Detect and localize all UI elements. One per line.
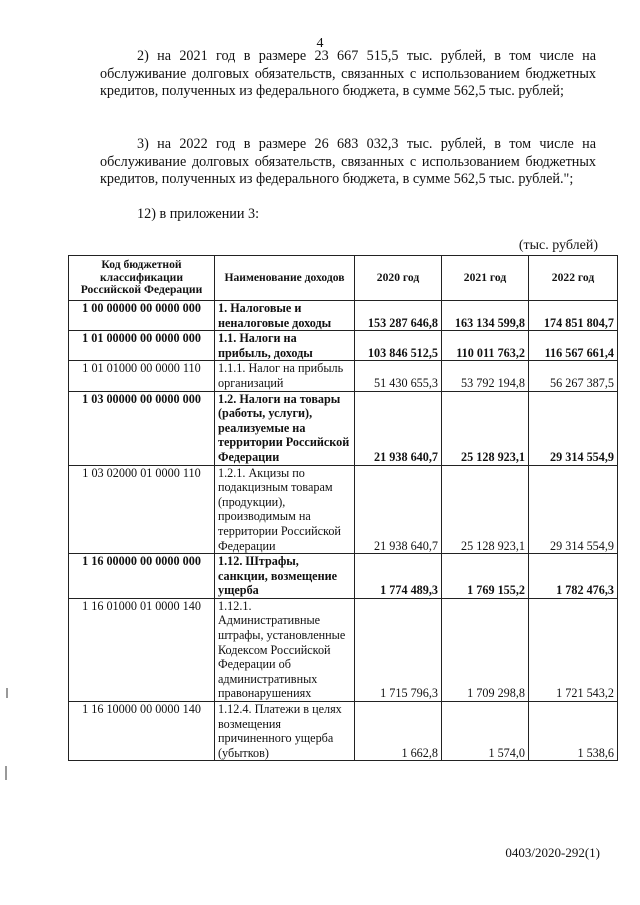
document-number: 0403/2020-292(1) bbox=[505, 845, 600, 860]
paragraph-appendix-3: 12) в приложении 3: bbox=[137, 206, 260, 222]
paragraph-2021: 2) на 2021 год в размере 23 667 515,5 тыс. рублей, в том числе на обслуживание долговых обязательств, связанных с использованием бюджетных кредитов, полученных из федерального бюджета, в сумме 562,5 тыс. рублей; bbox=[100, 48, 596, 100]
name-cell: 1.1. Налоги на прибыль, доходы bbox=[215, 331, 355, 361]
value-2022-cell: 1 721 543,2 bbox=[529, 598, 618, 701]
value-2022-cell: 1 538,6 bbox=[529, 702, 618, 761]
value-2022-cell: 116 567 661,4 bbox=[529, 331, 618, 361]
value-2020-cell: 1 715 796,3 bbox=[355, 598, 442, 701]
name-cell: 1.2.1. Акцизы по подакцизным товарам (продукции), производимым на территории Российской Федерации bbox=[215, 465, 355, 554]
header-2021: 2021 год bbox=[442, 256, 529, 301]
scan-mark bbox=[6, 688, 8, 698]
name-cell: 1.12. Штрафы, санкции, возмещение ущерба bbox=[215, 554, 355, 599]
value-2021-cell: 1 709 298,8 bbox=[442, 598, 529, 701]
code-cell: 1 03 02000 01 0000 110 bbox=[69, 465, 215, 554]
value-2022-cell: 1 782 476,3 bbox=[529, 554, 618, 599]
header-2022: 2022 год bbox=[529, 256, 618, 301]
header-2020: 2020 год bbox=[355, 256, 442, 301]
value-2020-cell: 51 430 655,3 bbox=[355, 361, 442, 391]
name-cell: 1.12.4. Платежи в целях возмещения причиненного ущерба (убытков) bbox=[215, 702, 355, 761]
table-row bbox=[69, 361, 618, 391]
value-2022-cell: 29 314 554,9 bbox=[529, 391, 618, 465]
value-2020-cell: 21 938 640,7 bbox=[355, 465, 442, 554]
value-2021-cell: 25 128 923,1 bbox=[442, 391, 529, 465]
table-row bbox=[69, 301, 618, 331]
value-2020-cell: 103 846 512,5 bbox=[355, 331, 442, 361]
value-2020-cell: 1 774 489,3 bbox=[355, 554, 442, 599]
name-cell: 1.2. Налоги на товары (работы, услуги), реализуемые на территории Российской Федерации bbox=[215, 391, 355, 465]
table-row bbox=[69, 702, 618, 761]
value-2020-cell: 153 287 646,8 bbox=[355, 301, 442, 331]
name-cell: 1.1.1. Налог на прибыль организаций bbox=[215, 361, 355, 391]
value-2021-cell: 25 128 923,1 bbox=[442, 465, 529, 554]
name-cell: 1.12.1. Административные штрафы, установленные Кодексом Российской Федерации об административных правонарушениях bbox=[215, 598, 355, 701]
code-cell: 1 16 01000 01 0000 140 bbox=[69, 598, 215, 701]
value-2021-cell: 110 011 763,2 bbox=[442, 331, 529, 361]
table-row bbox=[69, 331, 618, 361]
table-row bbox=[69, 554, 618, 599]
code-cell: 1 16 10000 00 0000 140 bbox=[69, 702, 215, 761]
table-row bbox=[69, 391, 618, 465]
name-cell: 1. Налоговые и неналоговые доходы bbox=[215, 301, 355, 331]
scan-mark bbox=[5, 766, 7, 780]
value-2020-cell: 1 662,8 bbox=[355, 702, 442, 761]
value-2022-cell: 56 267 387,5 bbox=[529, 361, 618, 391]
value-2022-cell: 29 314 554,9 bbox=[529, 465, 618, 554]
code-cell: 1 00 00000 00 0000 000 bbox=[69, 301, 215, 331]
code-cell: 1 16 00000 00 0000 000 bbox=[69, 554, 215, 599]
revenue-table bbox=[68, 255, 618, 761]
table-row bbox=[69, 465, 618, 554]
code-cell: 1 01 01000 00 0000 110 bbox=[69, 361, 215, 391]
value-2022-cell: 174 851 804,7 bbox=[529, 301, 618, 331]
page-number: 4 bbox=[316, 36, 324, 51]
table-row bbox=[69, 598, 618, 701]
header-name: Наименование доходов bbox=[215, 256, 355, 301]
header-code: Код бюджетной классификации Российской Федерации bbox=[69, 256, 215, 301]
value-2021-cell: 1 769 155,2 bbox=[442, 554, 529, 599]
code-cell: 1 01 00000 00 0000 000 bbox=[69, 331, 215, 361]
value-2021-cell: 163 134 599,8 bbox=[442, 301, 529, 331]
value-2021-cell: 53 792 194,8 bbox=[442, 361, 529, 391]
value-2021-cell: 1 574,0 bbox=[442, 702, 529, 761]
table-header-row bbox=[69, 256, 618, 301]
paragraph-2022: 3) на 2022 год в размере 26 683 032,3 тыс. рублей, в том числе на обслуживание долговых обязательств, связанных с использованием бюджетных кредитов, полученных из федерального бюджета, в сумме 562,5 тыс. рублей."; bbox=[100, 136, 596, 188]
value-2020-cell: 21 938 640,7 bbox=[355, 391, 442, 465]
code-cell: 1 03 00000 00 0000 000 bbox=[69, 391, 215, 465]
unit-label: (тыс. рублей) bbox=[518, 238, 598, 253]
